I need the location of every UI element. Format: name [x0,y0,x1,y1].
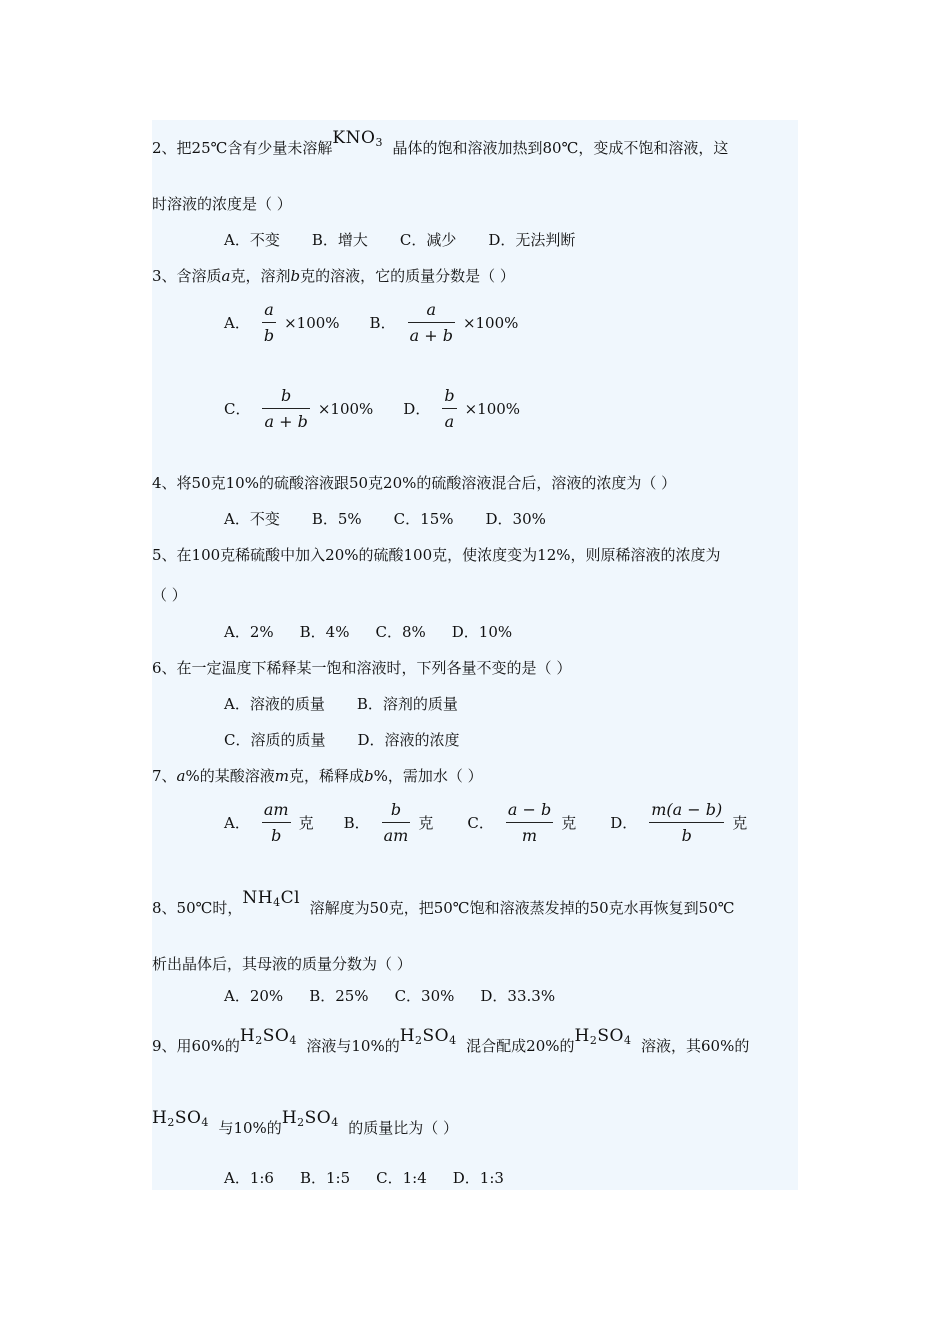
h2so4-formula: $H_2SO_4$ [239,1026,297,1047]
q4-option-b[interactable]: B．5% [311,510,362,528]
q2-option-a[interactable]: A．不变 [224,231,280,249]
q7-option-c[interactable]: C． [467,814,494,832]
h2so4-formula: $H_2SO_4$ [281,1108,339,1129]
q3-option-d[interactable]: D． [403,400,431,418]
q7-option-d[interactable]: D． [610,814,638,832]
kno3-formula: $KNO_3$ [332,128,383,149]
q8-option-d[interactable]: D．33.3% [480,987,556,1005]
h2so4-formula: $H_2SO_4$ [399,1026,457,1047]
q7-fraction-c: $\frac{a - b}{m}$ [507,800,552,845]
q5-option-b[interactable]: B．4% [299,623,350,641]
q8-option-b[interactable]: B．25% [309,987,369,1005]
q9-option-b[interactable]: B．1:5 [299,1169,351,1187]
q6-option-b[interactable]: B．溶剂的质量 [356,695,458,713]
q7-fraction-d: $\frac{m(a - b)}{b}$ [651,800,723,845]
q7-option-b[interactable]: B． [343,814,370,832]
question-7-stem: 7、a%的某酸溶液m克，稀释成b%，需加水（ ） [152,767,483,785]
q3-option-a[interactable]: A． [224,314,250,332]
q3-fraction-c: $\frac{b}{a + b}$ [264,386,308,431]
question-2-options [224,230,575,250]
q3-fraction-d: $\frac{b}{a}$ [444,386,455,431]
question-6-options-cd [224,730,460,750]
q6-option-d[interactable]: D．溶液的浓度 [357,731,460,749]
question-8-line-2: 析出晶体后，其母液的质量分数为（ ） [152,955,412,973]
nh4cl-formula: $NH_4Cl$ [242,888,301,909]
question-8-line-1: 8、50℃时，$NH_4Cl$ 溶解度为50克，把50℃饱和溶液蒸发掉的50克水再恢复到50℃ [152,888,735,917]
question-3-options-cd: C． $\frac{b}{a + b}$ ×100% D． $\frac{b}{a}$ ×100% [224,386,521,431]
q2-option-d[interactable]: D．无法判断 [488,231,576,249]
q3-fraction-b: $\frac{a}{a + b}$ [409,300,453,345]
q5-option-c[interactable]: C．8% [375,623,426,641]
q7-fraction-a: $\frac{am}{b}$ [263,800,289,845]
q4-option-c[interactable]: C．15% [393,510,454,528]
q7-option-a[interactable]: A． [224,814,250,832]
q6-option-c[interactable]: C．溶质的质量 [224,731,326,749]
question-7-options: A． $\frac{am}{b}$ 克 B． $\frac{b}{am}$ 克 C． $\frac{a - b}{m}$ 克 D． $\frac{m(a - b)}{b}$ 克 [224,800,748,845]
q4-option-d[interactable]: D．30% [485,510,546,528]
question-5-stem: 5、在100克稀硫酸中加入20%的硫酸100克，使浓度变为12%，则原稀溶液的浓度为 [152,546,721,564]
q9-option-d[interactable]: D．1:3 [452,1169,504,1187]
q5-option-d[interactable]: D．10% [451,623,513,641]
question-2-line-1 [152,128,729,163]
question-9-line-1: 9、用60%的$H_2SO_4$ 溶液与10%的$H_2SO_4$ 混合配成20%的$H_2SO_4$ 溶液，其60%的 [152,1026,750,1055]
q8-option-c[interactable]: C．30% [394,987,455,1005]
q4-option-a[interactable]: A．不变 [224,510,280,528]
q2-option-c[interactable]: C．减少 [399,231,457,249]
question-8-options [224,986,555,1006]
q9-option-c[interactable]: C．1:4 [376,1169,427,1187]
h2so4-formula: $H_2SO_4$ [152,1108,209,1129]
question-9-line-2: $H_2SO_4$ 与10%的$H_2SO_4$ 的质量比为（ ） [152,1108,459,1137]
question-9-options [224,1168,504,1188]
q3-option-b[interactable]: B． [369,314,396,332]
question-4-options [224,509,546,529]
q7-fraction-b: $\frac{b}{am}$ [383,800,409,845]
question-2-line-2: 时溶液的浓度是（ ） [152,195,292,213]
question-5-options [224,622,512,642]
q8-option-a[interactable]: A．20% [224,987,284,1005]
q9-option-a[interactable]: A．1:6 [224,1169,274,1187]
q6-option-a[interactable]: A．溶液的质量 [224,695,325,713]
q3-fraction-a: $\frac{a}{b}$ [263,300,275,345]
q3-option-c[interactable]: C． [224,400,251,418]
q2-text-cont: 晶体的饱和溶液加热到80℃，变成不饱和溶液，这 [392,139,729,157]
h2so4-formula: $H_2SO_4$ [574,1026,632,1047]
question-5-stem-cont: （ ） [152,586,187,604]
question-3-stem: 3、含溶质a克，溶剂b克的溶液，它的质量分数是（ ） [152,267,515,285]
question-3-options-ab: A． $\frac{a}{b}$ ×100% B． $\frac{a}{a + b}$ ×100% [224,300,519,345]
q5-option-a[interactable]: A．2% [224,623,274,641]
question-6-options-ab [224,694,458,714]
question-6-stem: 6、在一定温度下稀释某一饱和溶液时，下列各量不变的是（ ） [152,659,572,677]
q2-option-b[interactable]: B．增大 [311,231,368,249]
question-4-stem: 4、将50克10%的硫酸溶液跟50克20%的硫酸溶液混合后，溶液的浓度为（ ） [152,474,677,492]
q2-text: 2、把25℃含有少量未溶解 [152,139,333,157]
